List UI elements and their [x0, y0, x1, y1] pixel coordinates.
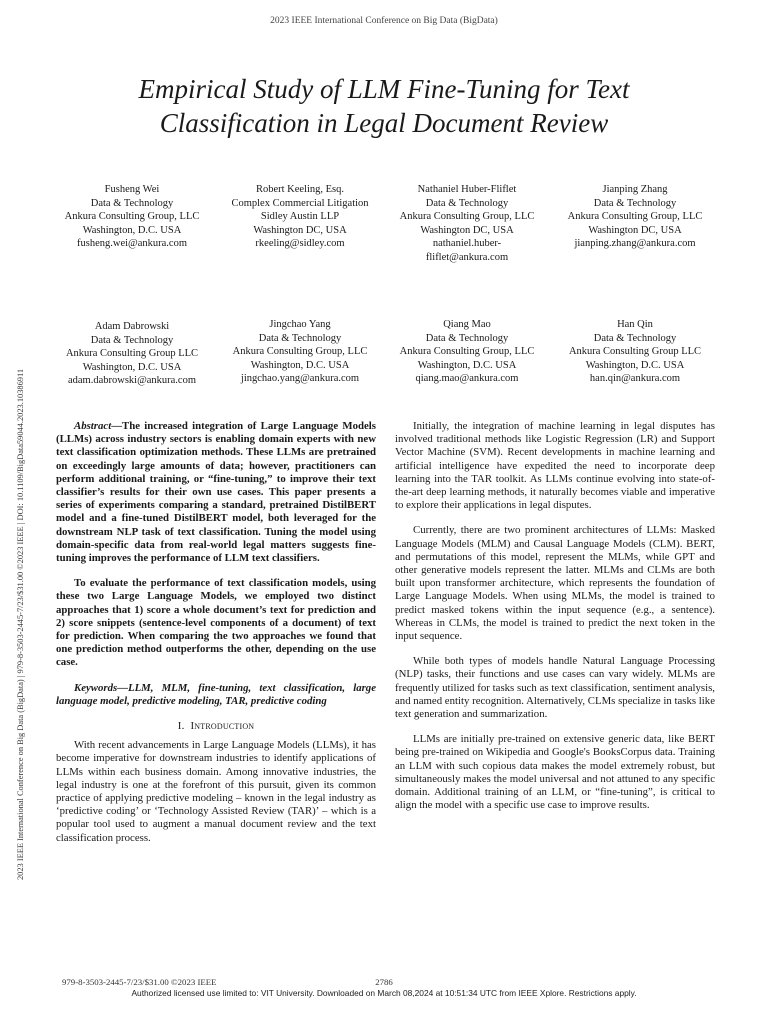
author-name: Jingchao Yang — [269, 319, 331, 330]
author-name: Jianping Zhang — [602, 184, 668, 195]
side-doi-note: 2023 IEEE International Conference on Big Data (BigData) | 979-8-3503-2445-7/23/$31.00 ©2023 IEEE | DOI: 10.1109/BigData59044.2023.10386911 — [16, 368, 25, 880]
author-name: Adam Dabrowski — [94, 321, 170, 332]
author-email: jianping.zhang@ankura.com — [574, 238, 696, 250]
section-number: I. — [177, 720, 185, 733]
abstract-label: Abstract — [74, 420, 112, 432]
author-affiliation-line: Ankura Consulting Group, LLC — [399, 346, 535, 358]
title-line-1: Empirical Study of LLM Fine-Tuning for Text — [138, 74, 630, 104]
author-name: Robert Keeling, Esq. — [255, 184, 345, 195]
abstract-dash: — — [111, 420, 122, 432]
author-email: fliflet@ankura.com — [425, 251, 509, 263]
abstract-text: The increased integration of Large Language Models (LLMs) across industry sectors is enabling domain experts with new text classification optimization methods. These LLMs are pretrained on exceedingly large amounts of data; however, practitioners can perform additional training, or “fine-tuning,” to improve their text classifier’s results for their own use cases. This paper presents a series of experiments comparing a standard, pretrained DistilBERT model and a fine-tuned DistilBERT model, both leveraged for the downstream NLP task of text classification. Tuning the model using domain-specific data from real-world legal matters suggests fine-tuning improves the performance of LLM text classifiers. — [56, 420, 376, 565]
abstract-paragraph-2: To evaluate the performance of text classification models, using these two Large Language Models, we employed two distinct approaches that 1) score a whole document’s text for prediction and 2) score snippets (sentence-level components of a document) of text for prediction. When comparing the two approaches we found that one prediction method outperforms the other, depending on the use case. — [56, 577, 376, 669]
license-notice: Authorized licensed use limited to: VIT University. Downloaded on March 08,2024 at 10:51:34 UTC from IEEE Xplore. Restrictions apply. — [131, 988, 637, 998]
author-affiliation-line: Washington, D.C. USA — [417, 359, 517, 371]
author-affiliation-line: Data & Technology — [258, 332, 342, 344]
author-affiliation-line: Data & Technology — [425, 197, 509, 209]
author-affiliation-line: Sidley Austin LLP — [260, 211, 340, 223]
author-affiliation-line: Ankura Consulting Group, LLC — [232, 346, 368, 358]
author-name: Nathaniel Huber-Fliflet — [417, 184, 517, 195]
title-line-2: Classification in Legal Document Review — [159, 108, 609, 138]
author-email: adam.dabrowski@ankura.com — [67, 375, 197, 387]
author-email: nathaniel.huber- — [432, 238, 502, 250]
author-affiliation-line: Ankura Consulting Group, LLC — [64, 211, 200, 223]
author-affiliation-line: Ankura Consulting Group LLC — [568, 346, 702, 358]
page-number: 2786 — [375, 977, 393, 987]
author-affiliation-line: Washington DC, USA — [588, 224, 682, 236]
conference-header: 2023 IEEE International Conference on Big Data (BigData) — [270, 16, 498, 26]
section-title: Introduction — [190, 720, 255, 733]
left-column — [56, 420, 376, 857]
author-block — [555, 318, 715, 386]
author-block — [52, 183, 212, 251]
author-affiliation-line: Data & Technology — [425, 332, 509, 344]
author-affiliation-line: Washington, D.C. USA — [250, 359, 350, 371]
author-block — [52, 320, 212, 388]
author-affiliation-line: Washington, D.C. USA — [82, 361, 182, 373]
author-email: qiang.mao@ankura.com — [415, 373, 519, 385]
author-affiliation-line: Data & Technology — [593, 197, 677, 209]
author-block — [387, 183, 547, 265]
author-affiliation-line: Washington, D.C. USA — [585, 359, 685, 371]
author-email: han.qin@ankura.com — [589, 373, 681, 385]
abstract-paragraph — [56, 420, 376, 565]
body-paragraph: While both types of models handle Natural Language Processing (NLP) tasks, their functions and use cases can vary widely. MLMs are frequently utilized for tasks such as text classification, sentiment analysis, and named entity recognition. Alternatively, CLMs specialize in tasks like text generation and summarization. — [395, 655, 715, 721]
author-affiliation-line: Ankura Consulting Group, LLC — [399, 211, 535, 223]
author-block — [387, 318, 547, 386]
author-affiliation-line: Data & Technology — [90, 334, 174, 346]
paper-title — [60, 72, 708, 140]
body-paragraph: With recent advancements in Large Language Models (LLMs), it has become imperative for downstream industries to identify applications of LLMs within each business domain. Among innovative industries, the legal industry is one at the forefront of this pursuit, given its common practice of applying predictive modeling – known in the legal industry as ‘predictive coding’ or ‘Technology Assisted Review (TAR)’ – which is a popular tool used to augment a manual document review and the text classification process. — [56, 739, 376, 844]
author-block — [555, 183, 715, 251]
body-paragraph: Currently, there are two prominent architectures of LLMs: Masked Language Models (MLM) and Causal Language Models (CLM). BERT, and permutations of this model, represent the MLMs, while GPT and other generative models represent the latter. MLMs and CLMs are both built upon transformer architecture, which represents the foundation of Large Language Models. When using MLMs, the model is trained to predict masked tokens within the input sequence (e.g., a sentence). Whereas in CLMs, the model is trained to predict the next token in the input sequence. — [395, 524, 715, 643]
author-name: Han Qin — [617, 319, 653, 330]
author-affiliation-line: Washington, D.C. USA — [82, 224, 182, 236]
body-paragraph: Initially, the integration of machine learning in legal disputes has involved traditional methods like Logistic Regression (LR) and Support Vector Machine (SVM). Recent developments in machine learning and artificial intelligence have expedited the need to incorporate deep learning into the TAR toolkit. As LLMs continue evolving into state-of-the-art deep learning methods, it naturally becomes viable and imperative to explore their applications in legal disputes. — [395, 420, 715, 512]
footer-isbn: 979-8-3503-2445-7/23/$31.00 ©2023 IEEE — [62, 977, 217, 987]
author-affiliation-line: Ankura Consulting Group, LLC — [567, 211, 703, 223]
body-paragraph: LLMs are initially pre-trained on extensive generic data, like BERT being pre-trained on Wikipedia and Google's BooksCorpus data. Training an LLM with such copious data makes the model extremely robust, but simultaneously makes the model universal and not attuned to any specific domain. Additional training of an LLM, or “fine-tuning”, is critical to align the model with a specific use case to improve results. — [395, 733, 715, 812]
author-block — [220, 318, 380, 386]
right-column — [395, 420, 715, 824]
author-email: fusheng.wei@ankura.com — [77, 238, 187, 250]
author-affiliation-line: Complex Commercial Litigation — [231, 197, 369, 209]
keywords: Keywords—LLM, MLM, fine-tuning, text classification, large language model, predictive modeling, TAR, predictive coding — [56, 681, 376, 707]
author-affiliation-line: Data & Technology — [593, 332, 677, 344]
author-email: rkeeling@sidley.com — [255, 238, 345, 250]
author-affiliation-line: Ankura Consulting Group LLC — [65, 348, 199, 360]
author-name: Fusheng Wei — [104, 184, 160, 195]
author-affiliation-line: Washington DC, USA — [420, 224, 514, 236]
author-affiliation-line: Data & Technology — [90, 197, 174, 209]
author-email: jingchao.yang@ankura.com — [240, 373, 360, 385]
author-affiliation-line: Washington DC, USA — [253, 224, 347, 236]
author-name: Qiang Mao — [443, 319, 491, 330]
author-block — [220, 183, 380, 251]
section-heading-introduction — [56, 720, 376, 733]
